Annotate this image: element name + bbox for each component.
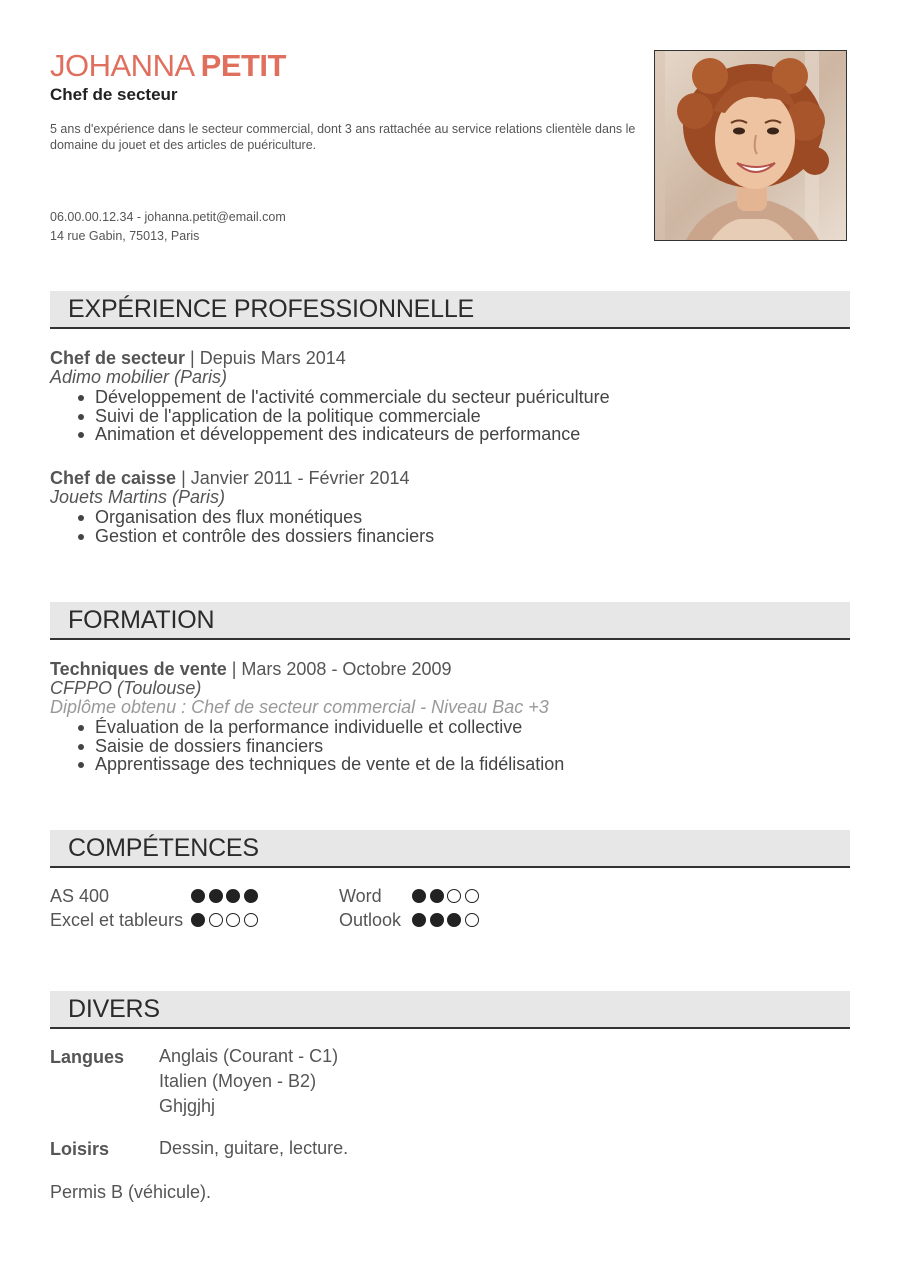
experience-entry [50,349,850,444]
section-title: COMPÉTENCES [68,834,259,862]
skill-name: Word [339,886,382,906]
profile-summary: 5 ans d'expérience dans le secteur commercial, dont 3 ans rattachée au service relations clientèle dans le domaine du jouet et des articles de puériculture. [50,122,636,152]
portrait-illustration [655,51,847,241]
language-item: Ghjgjhj [159,1096,216,1116]
entry-company: Adimo mobilier (Paris) [50,367,228,387]
task-list [50,718,850,774]
entry-school: CFPPO (Toulouse) [50,678,202,698]
rating-dot-filled [447,913,461,927]
entry-title-line [50,660,850,679]
skill-rating [412,913,479,927]
entry-title-line [50,349,850,368]
skill-name: AS 400 [50,886,110,906]
section-title: EXPÉRIENCE PROFESSIONNELLE [68,295,475,323]
hobbies-label: Loisirs [50,1139,110,1159]
rating-dot-filled [412,913,426,927]
candidate-name [50,48,650,84]
driving-license: Permis B (véhicule). [50,1182,212,1202]
language-item: Anglais (Courant - C1) [159,1046,339,1066]
list-item: Évaluation de la performance individuelle et collective [50,718,850,737]
rating-dot-filled [430,913,444,927]
contact-info [50,208,286,246]
profile-photo [654,50,847,241]
list-item: Suivi de l'application de la politique commerciale [50,407,850,426]
education-entry [50,660,850,774]
languages-list [159,1044,338,1119]
rating-dot-filled [209,889,223,903]
entry-role: Techniques de vente [50,659,227,679]
entry-company: Jouets Martins (Paris) [50,487,226,507]
rating-dot-empty [447,889,461,903]
rating-dot-filled [226,889,240,903]
skill-name: Excel et tableurs [50,910,184,930]
rating-dot-empty [465,889,479,903]
job-title: Chef de secteur [50,85,178,104]
section-title: FORMATION [68,606,215,634]
rating-dot-filled [244,889,258,903]
rating-dot-filled [430,889,444,903]
section-header-misc [50,991,850,1029]
list-item: Développement de l'activité commerciale du secteur puériculture [50,388,850,407]
list-item: Animation et développement des indicateurs de performance [50,425,850,444]
language-item: Italien (Moyen - B2) [159,1071,317,1091]
list-item: Gestion et contrôle des dossiers financiers [50,527,850,546]
rating-dot-empty [226,913,240,927]
entry-title-line [50,469,850,488]
rating-dot-filled [412,889,426,903]
skill-rating [191,889,258,903]
section-header-experience [50,291,850,329]
task-list [50,388,850,444]
hobbies-value: Dessin, guitare, lecture. [159,1138,349,1158]
list-item: Organisation des flux monétiques [50,508,850,527]
section-title: DIVERS [68,995,160,1023]
languages-label: Langues [50,1047,125,1067]
entry-period: | Mars 2008 - Octobre 2009 [226,659,452,679]
entry-period: | Janvier 2011 - Février 2014 [176,468,410,488]
list-item: Apprentissage des techniques de vente et de la fidélisation [50,755,850,774]
entry-role: Chef de caisse [50,468,177,488]
section-header-education [50,602,850,640]
skill-rating [412,889,479,903]
list-item: Saisie de dossiers financiers [50,737,850,756]
rating-dot-filled [191,889,205,903]
rating-dot-empty [465,913,479,927]
experience-entry [50,469,850,545]
rating-dot-empty [209,913,223,927]
section-header-skills [50,830,850,868]
resume-header [50,48,650,153]
skill-rating [191,913,258,927]
task-list [50,508,850,545]
first-name: JOHANNA [50,48,195,83]
entry-role: Chef de secteur [50,348,186,368]
contact-address: 14 rue Gabin, 75013, Paris [50,229,200,243]
contact-phone-email: 06.00.00.12.34 - johanna.petit@email.com [50,210,286,224]
rating-dot-filled [191,913,205,927]
entry-period: | Depuis Mars 2014 [185,348,346,368]
last-name: PETIT [200,48,286,83]
rating-dot-empty [244,913,258,927]
skill-name: Outlook [339,910,402,930]
entry-degree: Diplôme obtenu : Chef de secteur commercial - Niveau Bac +3 [50,697,549,717]
